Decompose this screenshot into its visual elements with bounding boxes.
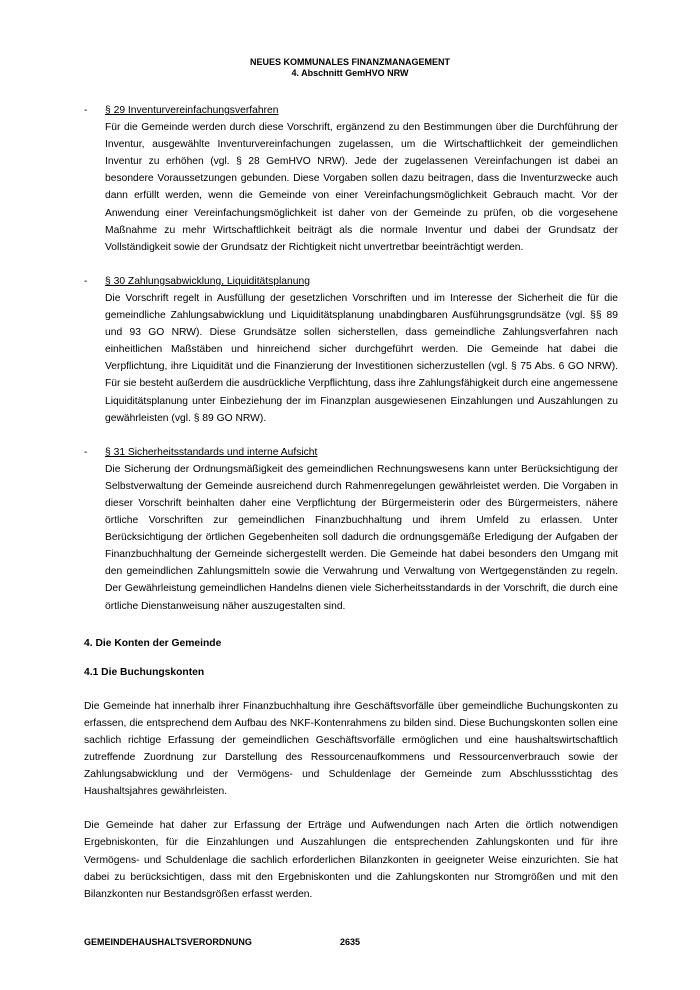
item-title: § 31 Sicherheitsstandards und interne Aufsicht bbox=[105, 446, 318, 458]
item-text: Die Vorschrift regelt in Ausfüllung der gesetzlichen Vorschriften und im Interesse der Sicherheit die für die gemeindliche Zahlungsabwicklung und Liquiditätsplanung unabdingbaren Ausführungsgrundsätze (vgl. §§ 89 und 93 GO NRW). Diese Grundsätze sollen sicherstellen, dass gemeindliche Zahlungsverfahren nach einheitlichen Maßstäben und hinreichend sicher durchgeführt werden. Die Gemeinde hat dabei die Verpflichtung, ihre Liquidität und die Finanzierung der Investitionen sicherzustellen (vgl. § 75 Abs. 6 GO NRW). Für sie besteht außerdem die ausdrückliche Verpflichtung, dass ihre Zahlungsfähigkeit durch eine angemessene Liquiditätsplanung unter Einbeziehung der im Finanzplan ausgewiesenen Einzahlungen und Auszahlungen zu gewährleisten (vgl. § 89 GO NRW). bbox=[105, 292, 618, 424]
page-number: 2635 bbox=[340, 937, 361, 947]
item-text: Für die Gemeinde werden durch diese Vorschrift, ergänzend zu den Bestimmungen über die Durchführung der Inventur, ausgewählte Inventurvereinfachungen zugelassen, um die Wirtschaftlichkeit der gemeindlichen Inventur zu erhöhen (vgl. § 28 GemHVO NRW). Jede der zugelassenen Vereinfachungen ist dabei an besondere Voraussetzungen gebunden. Diese Vorgaben sollen dazu beitragen, dass die Inventurzwecke auch dann erfüllt werden, wenn die Gemeinde von einer Vereinfachungsmöglichkeit Gebrauch macht. Vor der Anwendung einer Vereinfachungsmöglichkeit ist daher von der Gemeinde zu prüfen, ob die vorgesehene Maßnahme zu mehr Wirtschaftlichkeit beiträgt als die normale Inventur und dabei der Grundsatz der Vollständigkeit sowie der Grundsatz der Richtigkeit nicht unvertretbar beeinträchtigt werden. bbox=[105, 122, 618, 253]
page-header bbox=[0, 57, 700, 79]
page-footer bbox=[84, 937, 618, 947]
header-subtitle: 4. Abschnitt GemHVO NRW bbox=[291, 68, 409, 78]
list-bullet: - bbox=[84, 446, 88, 458]
list-item bbox=[84, 102, 618, 256]
list-bullet: - bbox=[84, 105, 88, 116]
subsection-heading: 4.1 Die Buchungskonten bbox=[84, 666, 205, 678]
item-title: § 29 Inventurvereinfachungsverfahren bbox=[105, 105, 279, 116]
footer-title: GEMEINDEHAUSHALTSVERORDNUNG bbox=[84, 937, 252, 947]
body-paragraph: Die Gemeinde hat innerhalb ihrer Finanzbuchhaltung ihre Geschäftsvorfälle über gemeindliche Buchungskonten zu erfassen, die entsprechend dem Aufbau des NKF-Kontenrahmens zu bilden sind. Diese Buchungskonten sollen eine sachlich richtige Erfassung der gemeindlichen Geschäftsvorfälle ermöglichen und eine haushaltswirtschaftlich zutreffende Zuordnung zur Darstellung des Ressourcenaufkommens und Ressourcenverbrauch sowie der Zahlungsabwicklung und der Vermögens- und Schuldenlage der Gemeinde zum Abschlussstichtag des Haushaltsjahres gewährleisten. bbox=[84, 700, 618, 798]
header-title: NEUES KOMMUNALES FINANZMANAGEMENT bbox=[250, 57, 450, 67]
list-item bbox=[84, 444, 618, 615]
body-paragraph: Die Gemeinde hat daher zur Erfassung der Erträge und Aufwendungen nach Arten die örtlich notwendigen Ergebniskonten, für die Einzahlungen und Auszahlungen die entsprechenden Zahlungskonten und für ihre Vermögens- und Schuldenlage die sachlich erforderlichen Bilanzkonten in geeigneter Weise einzurichten. Sie hat dabei zu berücksichtigen, dass mit den Ergebniskonten und die Zahlungskonten nur Stromgrößen und mit den Bilanzkonten nur Bestandsgrößen erfasst werden. bbox=[84, 820, 618, 900]
item-text: Die Sicherung der Ordnungsmäßigkeit des gemeindlichen Rechnungswesens kann unter Berücksichtigung der Selbstverwaltung der Gemeinde ausreichend durch Rahmenregelungen gewährleistet werden. Die Vorgaben in dieser Vorschrift beinhalten daher eine Verpflichtung der Bürgermeisterin oder des Bürgermeisters, nähere örtliche Vorschriften zur gemeindlichen Finanzbuchhaltung und ihrem Umfeld zu erlassen. Unter Berücksichtigung der örtlichen Gegebenheiten soll dadurch die ordnungsgemäße Erledigung der Aufgaben der Finanzbuchhaltung der Gemeinde sichergestellt werden. Die Gemeinde hat dabei besonders den Umgang mit den gemeindlichen Zahlungsmitteln sowie die Verwahrung und Verwaltung von Wertgegenständen zu regeln. Der Gewährleistung gemeindlichen Handelns dienen viele Sicherheitsstandards in der Vorschrift, die durch eine örtliche Dienstanweisung näher auszugestalten sind. bbox=[105, 463, 618, 612]
section-heading: 4. Die Konten der Gemeinde bbox=[84, 637, 222, 649]
page-content bbox=[84, 102, 618, 903]
list-item bbox=[84, 273, 618, 427]
list-bullet: - bbox=[84, 275, 88, 287]
item-title: § 30 Zahlungsabwicklung, Liquiditätsplanung bbox=[105, 275, 310, 287]
